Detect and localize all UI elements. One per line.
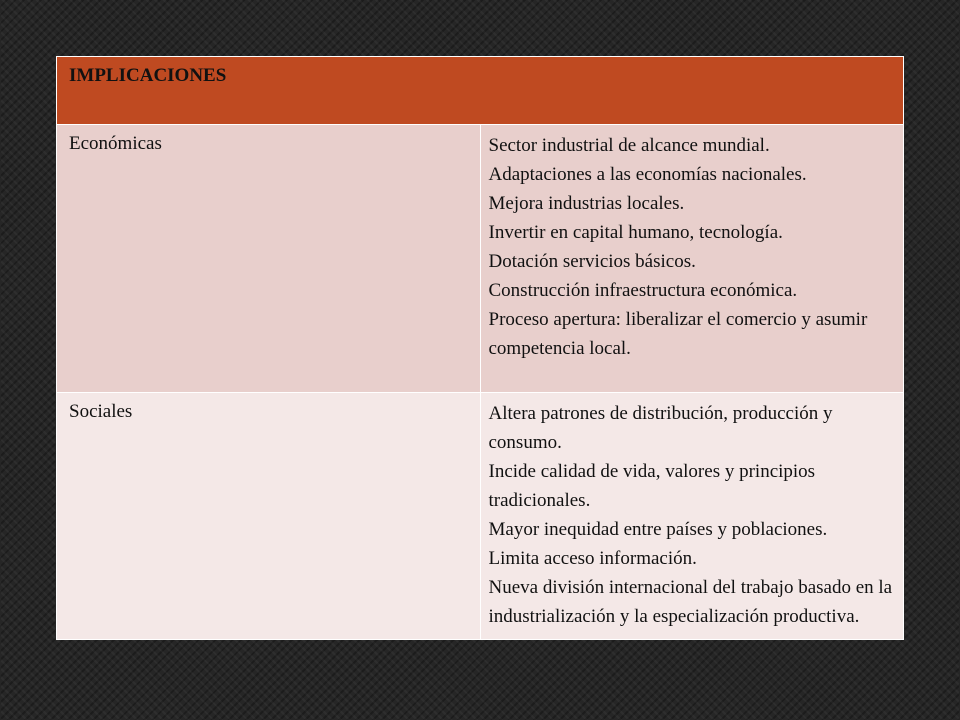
content-line: Altera patrones de distribución, producción y consumo.	[488, 403, 833, 453]
table-row-sociales	[57, 393, 904, 640]
content-line: Dotación servicios básicos.	[488, 251, 696, 272]
content-line: Mayor inequidad entre países y poblaciones.	[488, 519, 828, 540]
content-line: Sector industrial de alcance mundial.	[488, 135, 770, 156]
row-content-economicas	[480, 125, 904, 393]
row-label-economicas: Económicas	[57, 125, 481, 393]
content-line: Proceso apertura: liberalizar el comercio y asumir competencia local.	[488, 309, 868, 359]
table-row-economicas	[57, 125, 904, 393]
content-line: Invertir en capital humano, tecnología.	[488, 222, 783, 243]
content-line: Construcción infraestructura económica.	[488, 280, 798, 301]
content-line: Nueva división internacional del trabajo basado en la industrialización y la especialización productiva.	[488, 577, 893, 627]
row-content-sociales	[480, 393, 904, 640]
row-label-sociales: Sociales	[57, 393, 481, 640]
content-line: Adaptaciones a las economías nacionales.	[488, 164, 807, 185]
implicaciones-table	[56, 56, 904, 640]
content-line: Mejora industrias locales.	[488, 193, 685, 214]
content-line: Incide calidad de vida, valores y principios tradicionales.	[488, 461, 816, 511]
table-header: IMPLICACIONES	[57, 57, 904, 125]
table-header-row	[57, 57, 904, 125]
content-line: Limita acceso información.	[488, 548, 697, 569]
